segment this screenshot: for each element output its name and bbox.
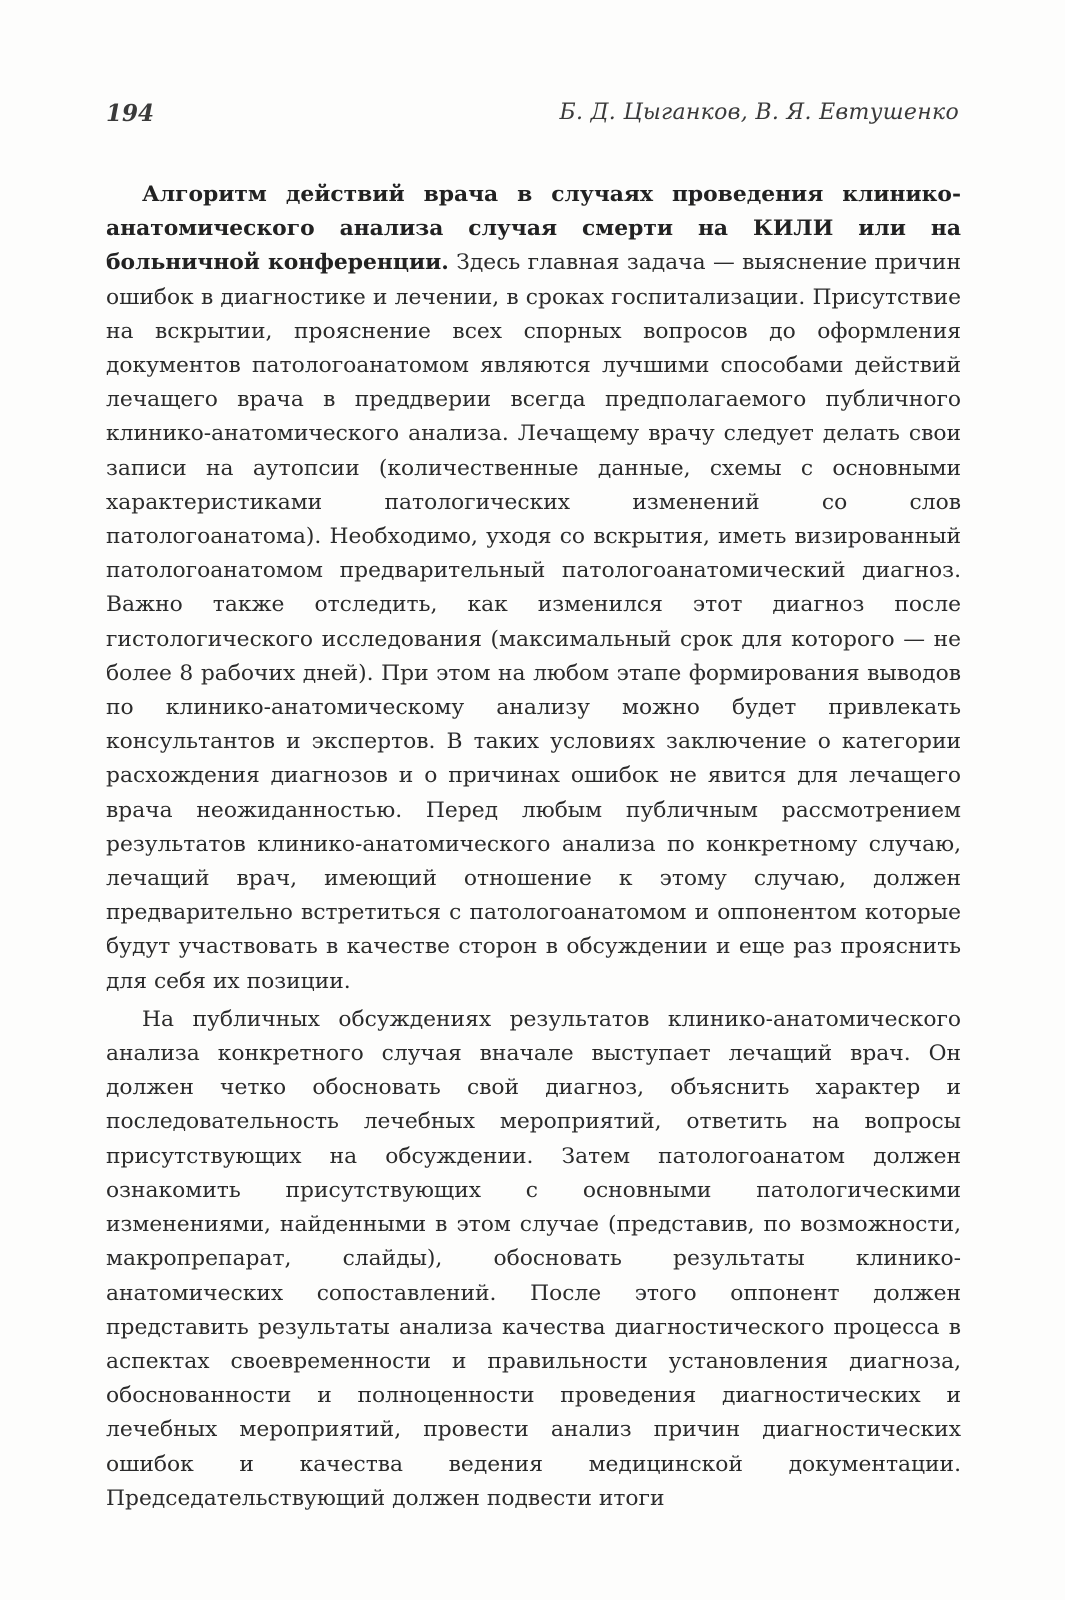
page-number: 194 xyxy=(106,100,155,127)
paragraph-text: Здесь главная задача — выяснение причин ошибок в диагностике и лечении, в сроках госпитализации. Присутствие на вскрытии, прояснение всех спорных вопросов до оформления документов патологоанатомом являются лучшими способами действий лечащего врача в преддверии всегда предполагаемого публичного клинико-анатомического анализа. Лечащему врачу следует делать свои записи на аутопсии (количественные данные, схемы с основными характеристиками патологических изменений со слов патологоанатома). Необходимо, уходя со вскрытия, иметь визированный патологоанатомом предварительный патологоанатомический диагноз. Важно также отследить, как изменился этот диагноз после гистологического исследования (максимальный срок для которого — не более 8 рабочих дней). При этом на любом этапе формирования выводов по клинико-анатомическому анализу можно будет привлекать консультантов и экспертов. В таких условиях заключение о категории расхождения диагнозов и о причинах ошибок не явится для лечащего врача неожиданностью. Перед любым публичным рассмотрением результатов клинико-анатомического анализа по конкретному случаю, лечащий врач, имеющий отношение к этому случаю, должен предварительно встретиться с патологоанатомом и оппонентом которые будут участвовать в качестве сторон в обсуждении и еще раз прояснить для себя их позиции. xyxy=(106,250,961,994)
body-text xyxy=(106,178,961,1516)
paragraph xyxy=(106,1003,961,1516)
running-head xyxy=(106,100,959,136)
paragraph xyxy=(106,178,961,999)
paragraph-text: На публичных обсуждениях результатов клинико-анатомического анализа конкретного случая вначале выступает лечащий врач. Он должен четко обосновать свой диагноз, объяснить характер и последовательность лечебных мероприятий, ответить на вопросы присутствующих на обсуждении. Затем патологоанатом должен ознакомить присутствующих с основными патологическими изменениями, найденными в этом случае (представив, по возможности, макропрепарат, слайды), обосновать результаты клинико-анатомических сопоставлений. После этого оппонент должен представить результаты анализа качества диагностического процесса в аспектах своевременности и правильности установления диагноза, обоснованности и полноценности проведения диагностических и лечебных мероприятий, провести анализ причин диагностических ошибок и качества ведения медицинской документации. Председательствующий должен подвести итоги xyxy=(106,1006,961,1511)
run-in-heading: Алгоритм действий врача в случаях проведения клинико-анатомического анализа случая смерти на КИЛИ или на больничной конференции. xyxy=(106,182,961,276)
running-head-authors: Б. Д. Цыганков, В. Я. Евтушенко xyxy=(559,100,959,125)
